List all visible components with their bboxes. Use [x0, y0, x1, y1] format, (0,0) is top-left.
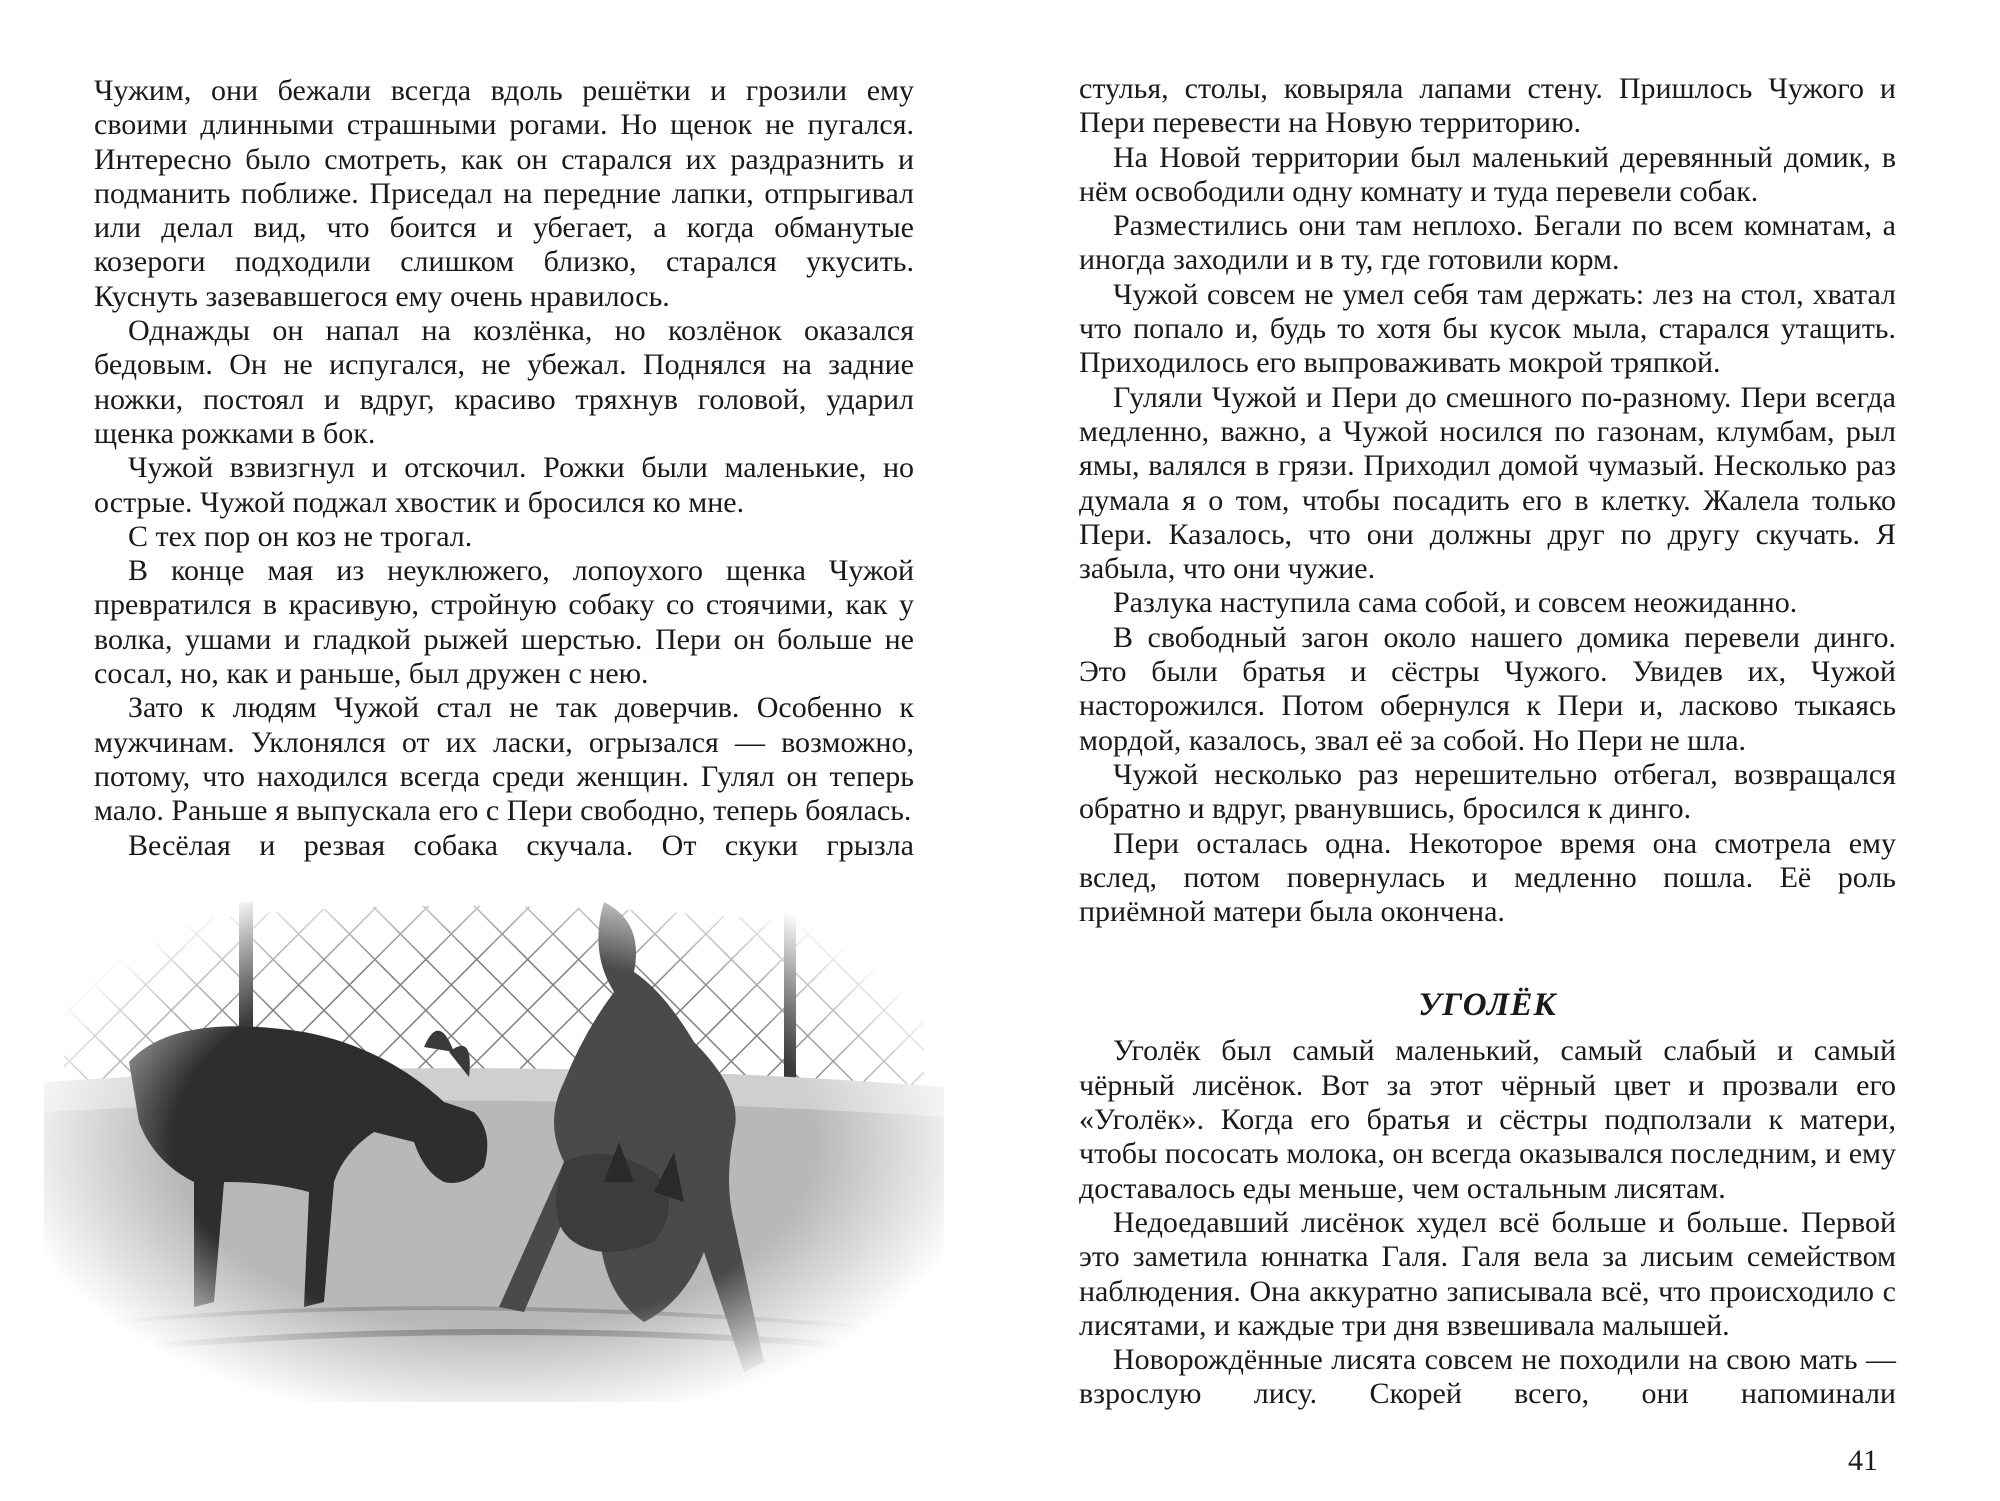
- paragraph: Уголёк был самый маленький, самый слабый и самый чёрный лисёнок. Вот за этот чёрный цвет и прозвали его «Уголёк». Когда его братья и сёстры подползали к матери, чтобы пососать молока, он всегда оказывался последним, и ему доставалось еды меньше, чем остальным лисятам.: [1079, 1034, 1896, 1205]
- paragraph: Недоедавший лисёнок худел всё больше и больше. Первой это заметила юннатка Галя. Галя вела за лисьим семейством наблюдения. Она аккуратно записывала всё, что происходило с лисятами, и каждые три дня взвешивала малышей.: [1079, 1205, 1896, 1342]
- paragraph: Чужой несколько раз нерешительно отбегал, возвращался обратно и вдруг, рванувшись, бросился к динго.: [1079, 757, 1896, 826]
- paragraph: В конце мая из неуклюжего, лопоухого щенка Чужой превратился в красивую, стройную собаку со стоячими, как у волка, ушами и гладкой рыжей шерстью. Пери он больше не сосал, но, как и раньше, был дружен с нею.: [94, 554, 914, 691]
- paragraph: Однажды он напал на козлёнка, но козлёнок оказался бедовым. Он не испугался, не убежал. Поднялся на задние ножки, постоял и вдруг, красиво тряхнув головой, ударил щенка рожками в бок.: [94, 314, 914, 450]
- right-text-column: [1079, 72, 1896, 1412]
- paragraph: Гуляли Чужой и Пери до смешного по-разному. Пери всегда медленно, важно, а Чужой носился по газонам, клумбам, рыл ямы, валялся в грязи. Приходил домой чумазый. Несколько раз думала я о том, чтобы посадить его в клетку. Жалела только Пери. Казалось, что они должны друг по другу скучать. Я забыла, что они чужие.: [1079, 380, 1896, 586]
- paragraph: На Новой территории был маленький деревянный домик, в нём освободили одну комнату и туда перевели собак.: [1079, 140, 1896, 208]
- paragraph: В свободный загон около нашего домика перевели динго. Это были братья и сёстры Чужого. Увидев их, Чужой насторожился. Потом обернулся к Пери и, ласково тыкаясь мордой, казалось, звал её за собой. Но Пери не шла.: [1079, 620, 1896, 757]
- paragraph: Разлука наступила сама собой, и совсем неожиданно.: [1113, 586, 1798, 620]
- left-text-column: [94, 74, 914, 863]
- paragraph: С тех пор он коз не трогал.: [128, 519, 473, 553]
- paragraph: Чужой взвизгнул и отскочил. Рожки были маленькие, но острые. Чужой поджал хвостик и бросился ко мне.: [94, 451, 914, 519]
- paragraph: стулья, столы, ковыряла лапами стену. Пришлось Чужого и Пери перевести на Новую территорию.: [1079, 72, 1896, 140]
- paragraph: Пери осталась одна. Некоторое время она смотрела ему вслед, потом повернулась и медленно пошла. Её роль приёмной матери была окончена.: [1079, 826, 1896, 929]
- page-number: 41: [1848, 1444, 1878, 1477]
- paragraph: Чужой совсем не умел себя там держать: лез на стол, хватал что попало и, будь то хотя бы кусок мыла, старался утащить. Приходилось его выпроваживать мокрой тряпкой.: [1079, 277, 1896, 380]
- paragraph: Чужим, они бежали всегда вдоль решётки и грозили ему своими длинными страшными рогами. Но щенок не пугался. Интересно было смотреть, как он старался их раздразнить и подманить поближе. Приседал на передние лапки, отпрыгивал или делал вид, что боится и убегает, а когда обманутые козероги подходили слишком близко, старался укусить. Куснуть зазевавшегося ему очень нравилось.: [94, 74, 914, 313]
- paragraph: Новорождённые лисята совсем не походили на свою мать — взрослую лису. Скорей всего, они напоминали: [1079, 1343, 1896, 1411]
- paragraph: Зато к людям Чужой стал не так доверчив. Особенно к мужчинам. Уклонялся от их ласки, огрызался — возможно, потому, что находился всегда среди женщин. Гулял он теперь мало. Раньше я выпускала его с Пери свободно, теперь боялась.: [94, 691, 914, 828]
- paragraph: Весёлая и резвая собака скучала. От скуки грызла: [128, 828, 914, 862]
- chapter-title: УГОЛЁК: [1418, 987, 1557, 1024]
- paragraph: Разместились они там неплохо. Бегали по всем комнатам, а иногда заходили и в ту, где готовили корм.: [1079, 209, 1896, 277]
- goat-and-dog-illustration: [44, 882, 944, 1402]
